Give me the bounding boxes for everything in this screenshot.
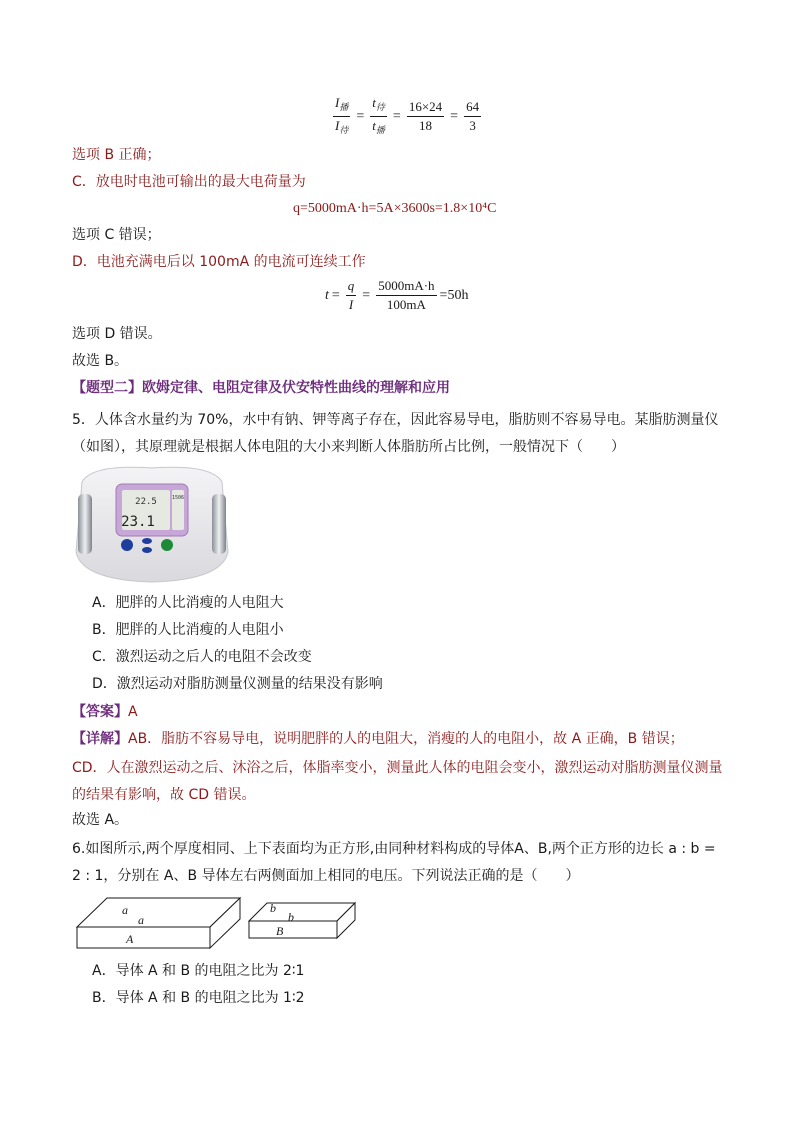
formula-time: t = $\frac{q}{I}$ = $\frac{5000mA\cdot h}{100mA}$ =50h [325, 278, 469, 312]
text-d-option: D．电池充满电后以 100mA 的电流可连续工作 [72, 254, 366, 270]
device-button-right [161, 539, 173, 551]
text-d-wrong: 选项 D 错误。 [72, 326, 162, 342]
text-c-wrong: 选项 C 错误； [72, 227, 161, 243]
device-reading-main: 23.1 [121, 514, 155, 530]
fraction-product: $\frac{16\times 24}{18}$ [408, 99, 443, 133]
label-a-edge-1: a [122, 903, 128, 917]
device-reading-side: 1506 [171, 495, 185, 501]
label-B: B [276, 924, 284, 938]
label-b-edge-1: b [270, 901, 276, 915]
fraction-result: $\frac{64}{3}$ [466, 99, 480, 133]
device-button-bottom [142, 547, 152, 553]
question-6-stem: 6.如图所示,两个厚度相同、上下表面均为正方形,由同种材料构成的导体A、B,两个正方形的边长 a : b = 2 : 1，分别在 A、B 导体左右两侧面加上相同的电压。下列说法正确的是（ ） [72, 841, 716, 884]
q6-option-b: B．导体 A 和 B 的电阻之比为 1∶2 [92, 990, 305, 1006]
q6-option-a: A．导体 A 和 B 的电阻之比为 2∶1 [92, 963, 305, 979]
q5-option-b: B．肥胖的人比消瘦的人电阻小 [92, 622, 284, 638]
device-reading-top: 22.5 [135, 497, 157, 507]
fraction-current: $\frac{I_播}{I_待}$ [335, 95, 349, 135]
label-A: A [126, 932, 134, 946]
section-heading: 【题型二】欧姆定律、电阻定律及伏安特性曲线的理解和应用 [72, 380, 450, 396]
q5-option-c: C．激烈运动之后人的电阻不会改变 [92, 649, 312, 665]
fraction-time: $\frac{t_待}{t_播}$ [372, 95, 385, 135]
device-button-top [142, 538, 152, 544]
q5-choose: 故选 A。 [72, 812, 129, 828]
q5-detail-2: CD．人在激烈运动之后、沐浴之后，体脂率变小，测量此人体的电阻会变小，激烈运动对脂肪测量仪测量的结果有影响，故 CD 错误。 [72, 760, 723, 803]
question-5-stem: 5．人体含水量约为 70%，水中有钠、钾等离子存在，因此容易导电，脂肪则不容易导电。某脂肪测量仪（如图），其原理就是根据人体电阻的大小来判断人体脂肪所占比例，一般情况下（ ） [72, 412, 719, 455]
text-choose-b: 故选 B。 [72, 353, 129, 369]
device-button-left [121, 539, 133, 551]
text-c-option: C．放电时电池可输出的最大电荷量为 [72, 174, 306, 190]
formula-charge: q=5000mA·h=5A×3600s=1.8×10⁴C [293, 201, 497, 216]
conductor-blocks-figure [72, 893, 362, 951]
block-a-front [77, 927, 210, 948]
q5-answer: 【答案】A [72, 704, 138, 720]
label-b-edge-2: b [288, 910, 294, 924]
q5-option-d: D．激烈运动对脂肪测量仪测量的结果没有影响 [92, 676, 383, 692]
q5-detail-1: 【详解】AB．脂肪不容易导电，说明肥胖的人的电阻大，消瘦的人的电阻小，故 A 正确，B 错误； [72, 731, 684, 747]
q5-option-a: A．肥胖的人比消瘦的人电阻大 [92, 595, 284, 611]
text-b-correct: 选项 B 正确； [72, 147, 161, 163]
body-fat-meter-image [72, 462, 232, 584]
label-a-edge-2: a [138, 913, 144, 927]
formula-current-ratio: $\frac{I_播}{I_待}$ = $\frac{t_待}{t_播}$ = $\frac{16\times 24}{18}$ = $\frac{64}{3}$ [330, 95, 484, 138]
